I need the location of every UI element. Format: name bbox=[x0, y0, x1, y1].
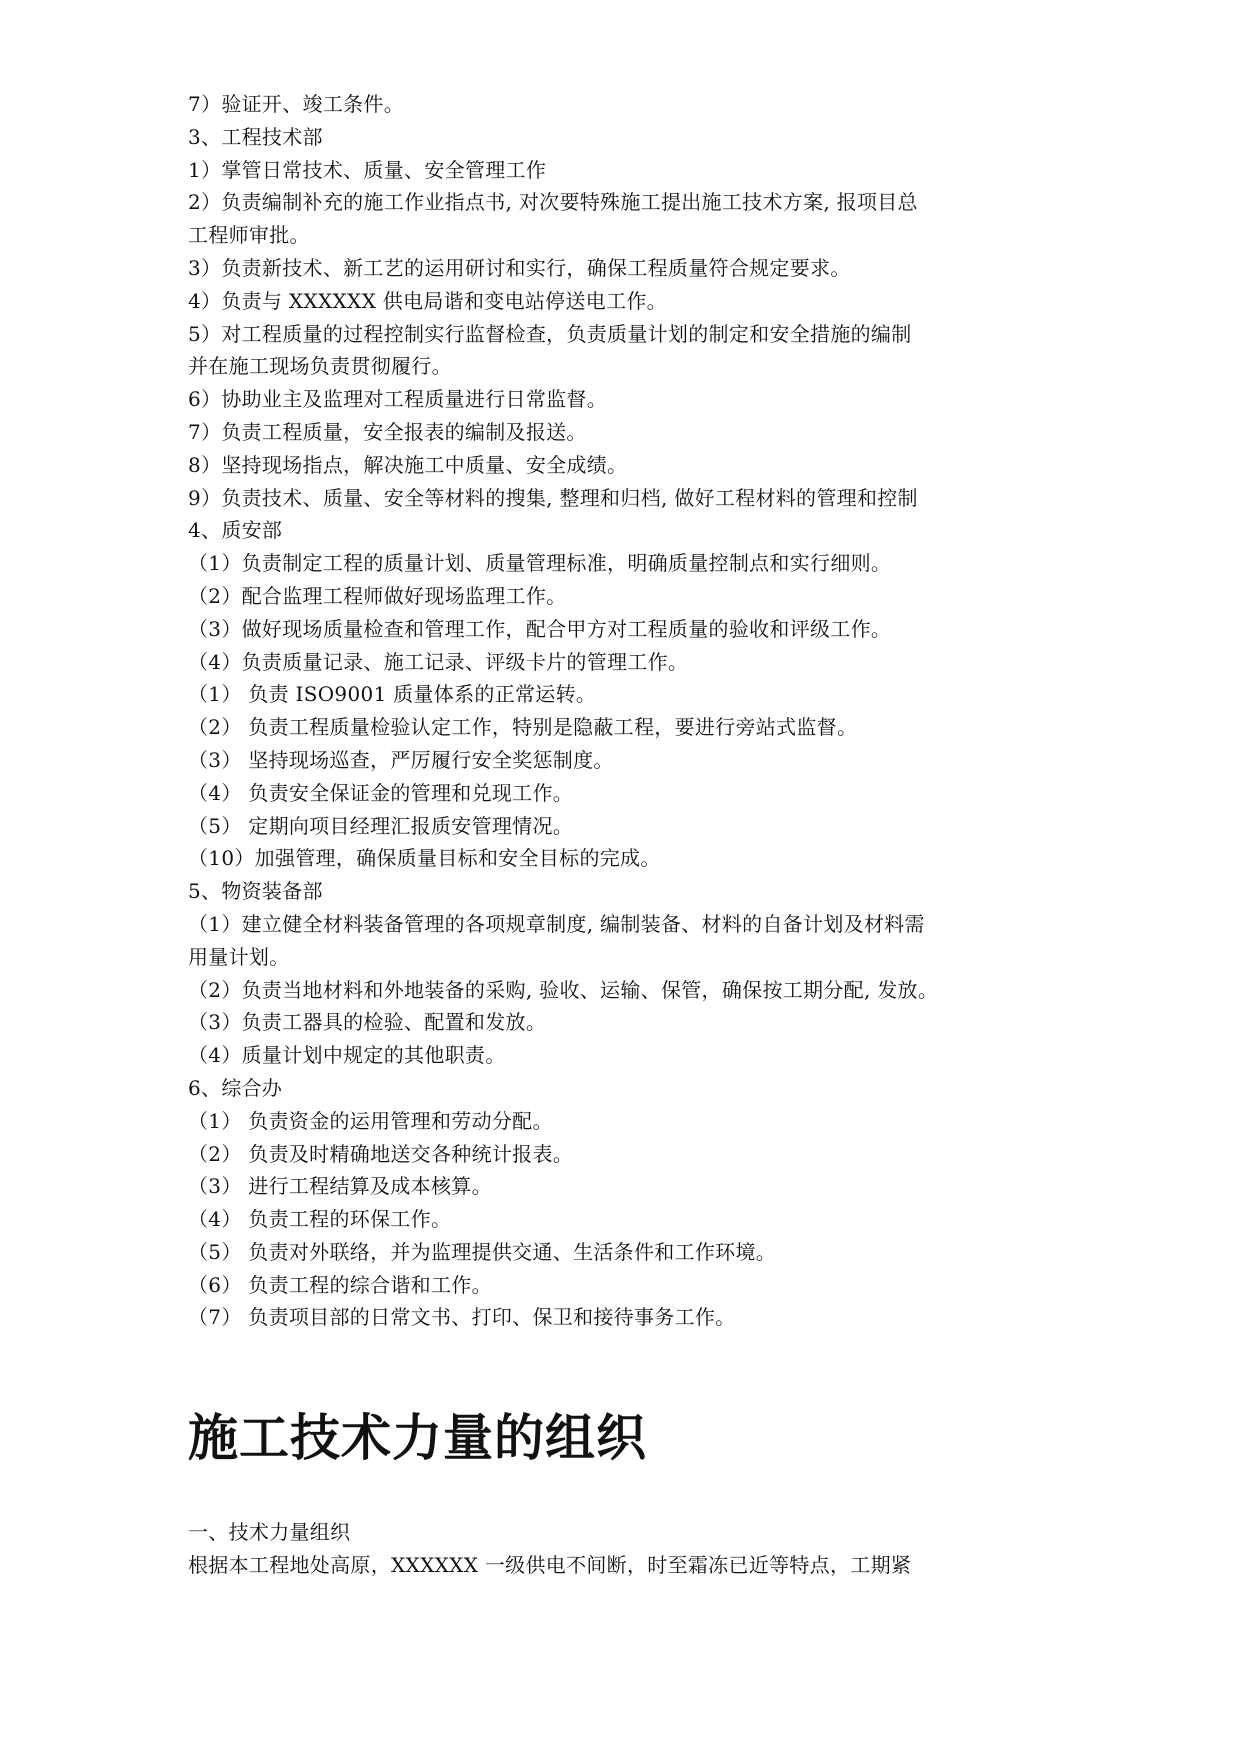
text-line: 用量计划。 bbox=[188, 944, 290, 969]
section-heading: 4、质安部 bbox=[188, 518, 283, 543]
section-heading: 6、综合办 bbox=[188, 1075, 283, 1100]
text-line: 9）负责技术、质量、安全等材料的搜集, 整理和归档, 做好工程材料的管理和控制 bbox=[188, 485, 918, 510]
text-line: 根据本工程地处高原，XXXXXX 一级供电不间断，时至霜冻已近等特点，工期紧 bbox=[188, 1552, 912, 1577]
text-line: 6）协助业主及监理对工程质量进行日常监督。 bbox=[188, 387, 608, 412]
text-line: （10）加强管理，确保质量目标和安全目标的完成。 bbox=[188, 846, 661, 871]
text-line: 7）负责工程质量，安全报表的编制及报送。 bbox=[188, 419, 587, 444]
text-line: （2） 负责及时精确地送交各种统计报表。 bbox=[188, 1141, 574, 1166]
chapter-intro bbox=[188, 1516, 1088, 1582]
text-line: （2） 负责工程质量检验认定工作，特别是隐蔽工程，要进行旁站式监督。 bbox=[188, 715, 858, 740]
document-body bbox=[188, 88, 1088, 1334]
text-line: （4）质量计划中规定的其他职责。 bbox=[188, 1043, 506, 1068]
text-line: 并在施工现场负责贯彻履行。 bbox=[188, 354, 452, 379]
responsibility-list bbox=[188, 88, 1088, 1334]
text-line: 5）对工程质量的过程控制实行监督检查，负责质量计划的制定和安全措施的编制 bbox=[188, 321, 912, 346]
text-line: 4）负责与 XXXXXX 供电局谐和变电站停送电工作。 bbox=[188, 288, 667, 313]
text-line: （2）负责当地材料和外地装备的采购, 验收、运输、保管，确保按工期分配, 发放。 bbox=[188, 977, 939, 1002]
text-line: （6） 负责工程的综合谐和工作。 bbox=[188, 1272, 492, 1297]
text-line: （3）做好现场质量检查和管理工作，配合甲方对工程质量的验收和评级工作。 bbox=[188, 616, 892, 641]
text-line: （1） 负责 ISO9001 质量体系的正常运转。 bbox=[188, 682, 597, 707]
text-line: （3） 进行工程结算及成本核算。 bbox=[188, 1174, 492, 1199]
text-line: （5） 负责对外联络，并为监理提供交通、生活条件和工作环境。 bbox=[188, 1239, 777, 1264]
text-line: 3）负责新技术、新工艺的运用研讨和实行，确保工程质量符合规定要求。 bbox=[188, 255, 851, 280]
text-line: 2）负责编制补充的施工作业指点书, 对次要特殊施工提出施工技术方案, 报项目总 bbox=[188, 190, 918, 215]
text-line: （5） 定期向项目经理汇报质安管理情况。 bbox=[188, 813, 574, 838]
text-line: （1）建立健全材料装备管理的各项规章制度, 编制装备、材料的自备计划及材料需 bbox=[188, 911, 925, 936]
text-line: （7） 负责项目部的日常文书、打印、保卫和接待事务工作。 bbox=[188, 1305, 736, 1330]
text-line: （3）负责工器具的检验、配置和发放。 bbox=[188, 1010, 547, 1035]
section-heading: 3、工程技术部 bbox=[188, 124, 323, 149]
text-line: （1） 负责资金的运用管理和劳动分配。 bbox=[188, 1108, 553, 1133]
text-line: 7）验证开、竣工条件。 bbox=[188, 92, 405, 116]
text-line: 工程师审批。 bbox=[188, 223, 310, 248]
text-line: （4） 负责安全保证金的管理和兑现工作。 bbox=[188, 780, 574, 805]
subsection-heading: 一、技术力量组织 bbox=[188, 1520, 351, 1544]
text-line: （3） 坚持现场巡查，严厉履行安全奖惩制度。 bbox=[188, 747, 614, 772]
text-line: 8）坚持现场指点，解决施工中质量、安全成绩。 bbox=[188, 452, 628, 477]
text-line: （4） 负责工程的环保工作。 bbox=[188, 1207, 452, 1232]
text-line: （2）配合监理工程师做好现场监理工作。 bbox=[188, 583, 567, 608]
section-heading: 5、物资装备部 bbox=[188, 879, 323, 904]
text-line: （1）负责制定工程的质量计划、质量管理标准，明确质量控制点和实行细则。 bbox=[188, 551, 892, 576]
text-line: （4）负责质量记录、施工记录、评级卡片的管理工作。 bbox=[188, 649, 689, 674]
text-line: 1）掌管日常技术、质量、安全管理工作 bbox=[188, 157, 547, 182]
chapter-heading: 施工技术力量的组织 bbox=[188, 1409, 647, 1467]
